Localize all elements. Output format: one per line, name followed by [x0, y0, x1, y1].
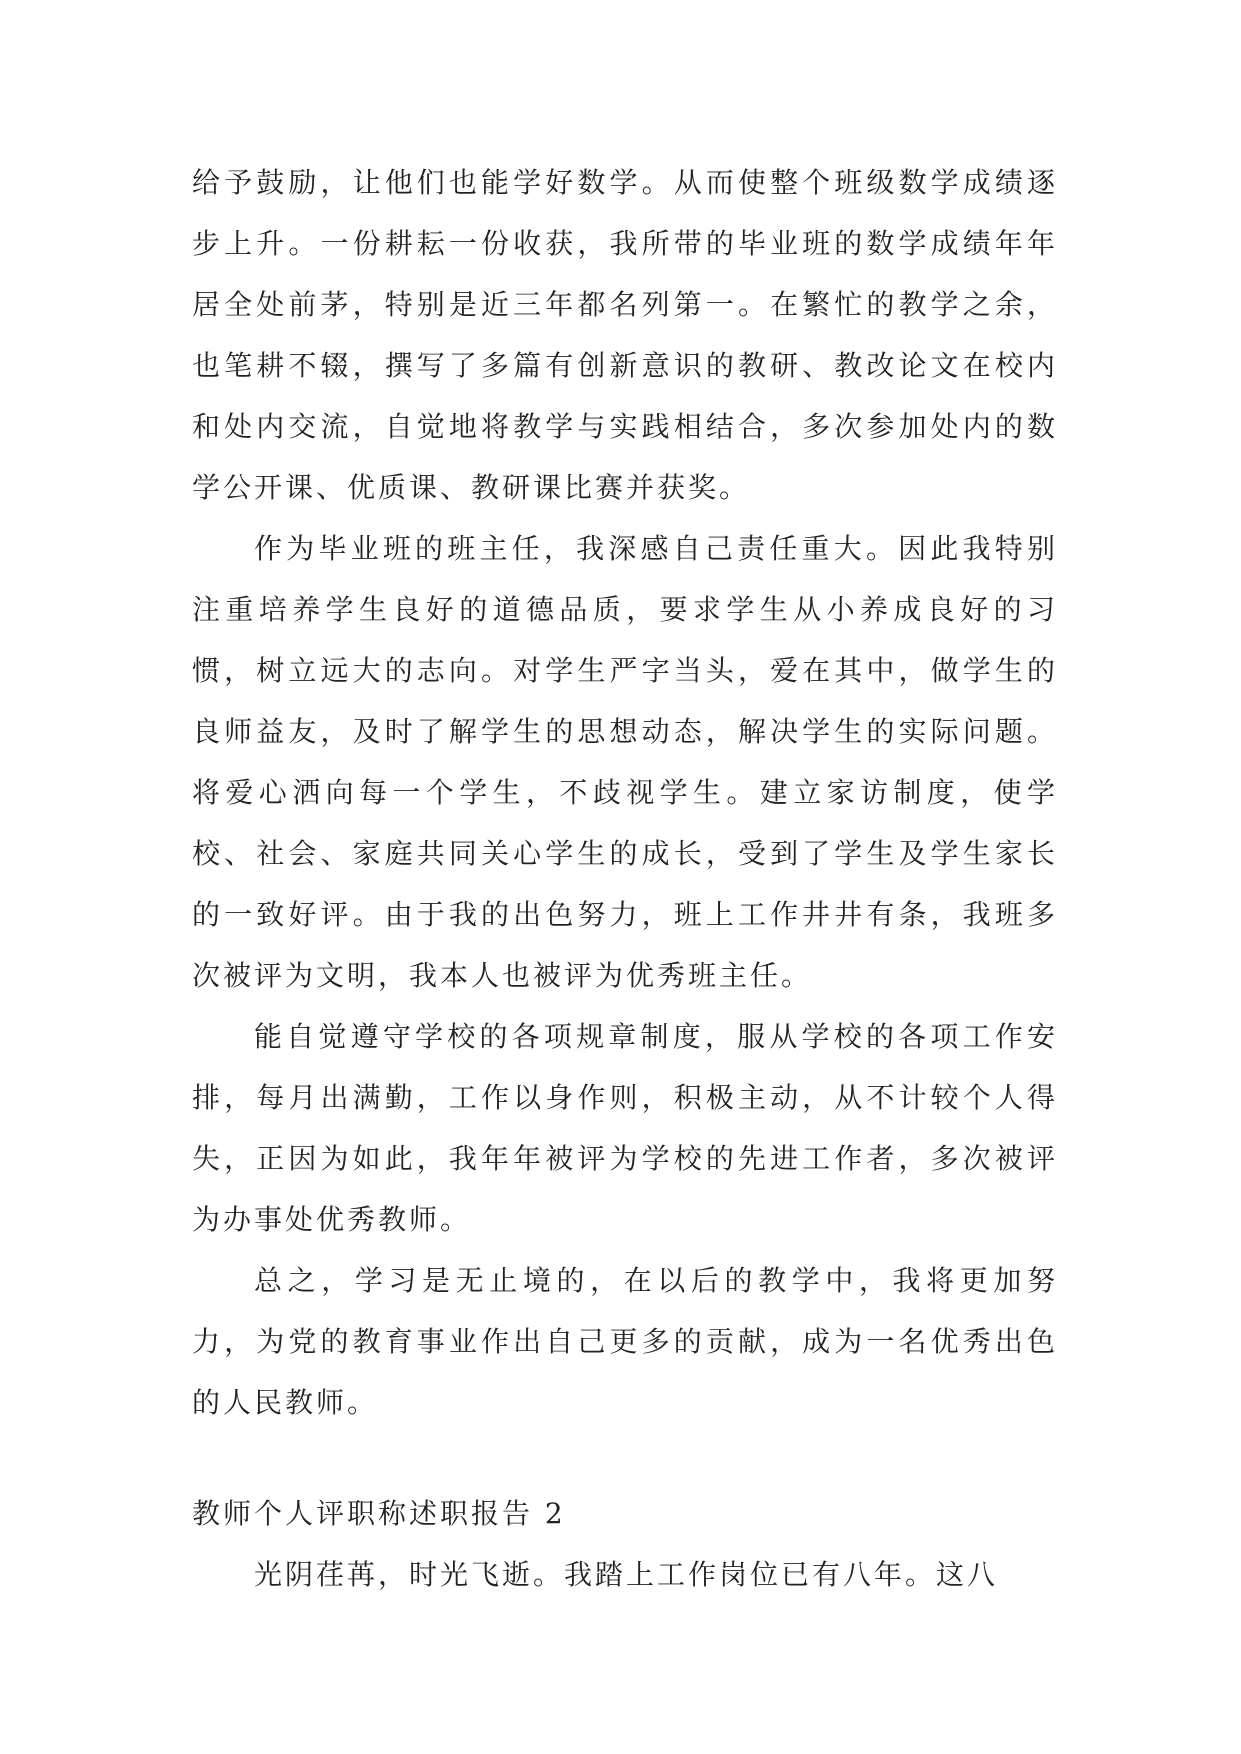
body-paragraph-continued: 给予鼓励，让他们也能学好数学。从而使整个班级数学成绩逐步上升。一份耕耘一份收获，我所带的毕业班的数学成绩年年居全处前茅，特别是近三年都名列第一。在繁忙的教学之余，也笔耕不辍，撰写了多篇有创新意识的教研、教改论文在校内和处内交流，自觉地将教学与实践相结合，多次参加处内的数学公开课、优质课、教研课比赛并获奖。: [192, 166, 1058, 504]
body-paragraph-conclusion: 总之，学习是无止境的，在以后的教学中，我将更加努力，为党的教育事业作出自己更多的贡献，成为一名优秀出色的人民教师。: [192, 1264, 1058, 1419]
body-paragraph-rules: 能自觉遵守学校的各项规章制度，服从学校的各项工作安排，每月出满勤，工作以身作则，积极主动，从不计较个人得失，正因为如此，我年年被评为学校的先进工作者，多次被评为办事处优秀教师。: [192, 1020, 1058, 1236]
section-first-paragraph: 光阴荏苒，时光飞逝。我踏上工作岗位已有八年。这八: [254, 1558, 999, 1591]
document-body: [192, 152, 1058, 1605]
body-paragraph-class-teacher: 作为毕业班的班主任，我深感自己责任重大。因此我特别注重培养学生良好的道德品质，要求学生从小养成良好的习惯，树立远大的志向。对学生严字当头，爱在其中，做学生的良师益友，及时了解学生的思想动态，解决学生的实际问题。将爱心洒向每一个学生，不歧视学生。建立家访制度，使学校、社会、家庭共同关心学生的成长，受到了学生及学生家长的一致好评。由于我的出色努力，班上工作井井有条，我班多次被评为文明，我本人也被评为优秀班主任。: [192, 532, 1058, 992]
section-title: 教师个人评职称述职报告 2: [192, 1497, 566, 1530]
